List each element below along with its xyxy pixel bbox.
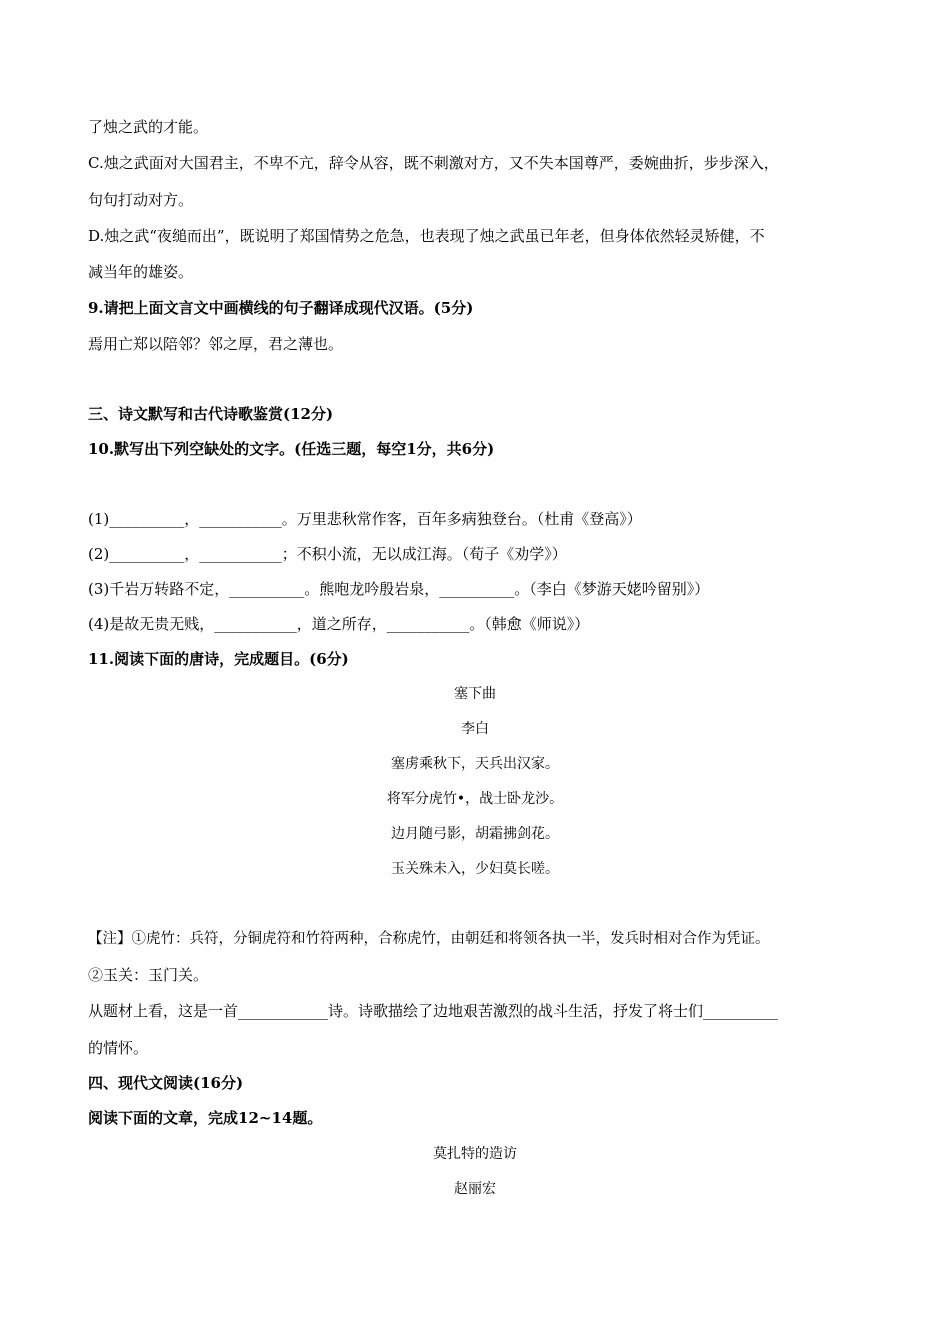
fill-blank-1: (1)__________，___________。万里悲秋常作客，百年多病独登台。（杜甫《登高》） [88,510,642,528]
article-author: 赵丽宏 [454,1181,496,1197]
option-d: D.烛之武“夜缒而出”，既说明了郑国情势之危急，也表现了烛之武虽已年老，但身体依然轻灵矫健，不 [88,227,765,245]
note-1: 【注】①虎竹：兵符，分铜虎符和竹符两种，合称虎竹，由朝廷和将领各执一半，发兵时相对合作为凭证。 [88,931,770,947]
poem-verse: 塞虏乘秋下，天兵出汉家。 [391,756,559,772]
fill-blank-2: (2)__________，___________；不积小流，无以成江海。（荀子《劝学》） [88,545,567,563]
poem-title: 塞下曲 [454,686,496,702]
option-c: C.烛之武面对大国君主，不卑不亢，辞令从容，既不刺激对方，又不失本国尊严，委婉曲折，步步深入， [88,154,779,172]
poem-author: 李白 [461,721,489,737]
text-line: 了烛之武的才能。 [88,118,209,136]
section-3-heading: 三、诗文默写和古代诗歌鉴赏(12分) [88,405,334,423]
reading-instruction: 阅读下面的文章，完成12~14题。 [88,1109,323,1127]
fill-blank-4: (4)是故无贵无贱，___________，道之所存，___________。（韩愈《师说》） [88,615,590,633]
section-4-heading: 四、现代文阅读(16分) [88,1074,244,1092]
poem-verse: 玉关殊未入，少妇莫长嗟。 [391,861,559,877]
article-title: 莫扎特的造访 [433,1146,517,1162]
text-line: 的情怀。 [88,1039,149,1057]
text-line: 句句打动对方。 [88,191,194,209]
question-11: 11.阅读下面的唐诗，完成题目。(6分) [88,650,349,668]
poem-verse: 将军分虎竹•，战士卧龙沙。 [386,791,564,807]
text-line: 减当年的雄姿。 [88,263,194,281]
translation-sentence: 焉用亡郑以陪邻？邻之厚，君之薄也。 [88,335,344,353]
question-10: 10.默写出下列空缺处的文字。(任选三题，每空1分，共6分) [88,440,495,458]
fill-blank-3: (3)千岩万转路不定，__________。熊咆龙吟殷岩泉，__________。（李白《梦游天姥吟留别》） [88,580,710,598]
question-11-prompt: 从题材上看，这是一首____________诗。诗歌描绘了边地艰苦激烈的战斗生活，抒发了将士们__________ [88,1002,779,1020]
poem-verse: 边月随弓影，胡霜拂剑花。 [391,826,559,842]
question-9: 9.请把上面文言文中画横线的句子翻译成现代汉语。(5分) [88,299,474,317]
note-2: ②玉关：玉门关。 [88,966,209,984]
